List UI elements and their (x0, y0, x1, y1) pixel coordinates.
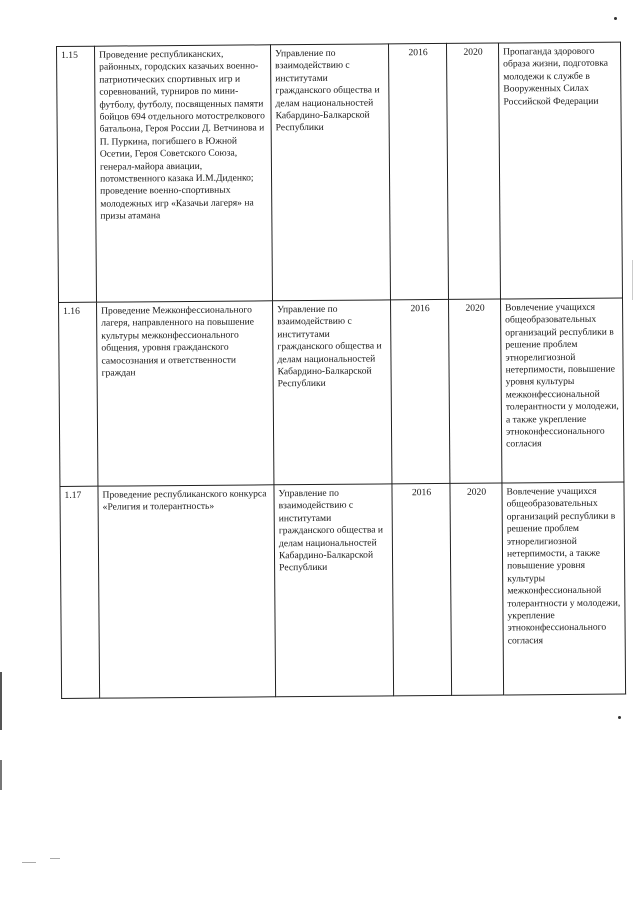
executor: Управление по взаимодействию с институтами гражданского общества и делам национальностей Кабардино-Балкарской Республики (270, 44, 390, 301)
table-row (60, 482, 626, 698)
scan-edge-mark (0, 672, 2, 730)
table-row (57, 42, 623, 302)
scan-speck (50, 858, 60, 859)
scan-edge-mark (0, 760, 2, 790)
row-number: 1.16 (59, 302, 98, 486)
end-year: 2020 (450, 483, 504, 695)
executor: Управление по взаимодействию с институтами гражданского общества и делам национальностей Кабардино-Балкарской Республики (273, 300, 392, 485)
start-year: 2016 (388, 43, 448, 299)
event-name: Проведение республиканского конкурса «Религия и толерантность» (98, 485, 276, 698)
measures-table (56, 42, 626, 699)
end-year: 2020 (446, 43, 500, 299)
executor: Управление по взаимодействию с институтами гражданского общества и делам национальностей Кабардино-Балкарской Республики (274, 484, 394, 697)
start-year: 2016 (392, 483, 452, 695)
end-year: 2020 (449, 299, 502, 483)
table-row (59, 298, 624, 486)
expected-result: Вовлечение учащихся общеобразовательных организаций республики в решение проблем этнорелигиозной нетерпимости, повышение уровня культуры межконфессиональной толерантности у молодежи, а также укрепление этноконфессионального согласия (501, 298, 624, 483)
start-year: 2016 (391, 299, 450, 483)
scan-edge-mark (632, 260, 633, 300)
row-number: 1.17 (60, 486, 100, 698)
expected-result: Вовлечение учащихся общеобразовательных организаций республики в решение проблем этнорелигиозной нетерпимости, а также повышение уровня культуры межконфессиональной толерантности у молодежи, укрепление этноконфессионального согласия (502, 482, 626, 695)
event-name: Проведение республиканских, районных, городских казачьих военно-патриотических спортивных игр и соревнований, турниров по мини-футболу, футболу, посвященных памяти бойцов 694 отдельного мотострелкового батальона, Героя России Д. Ветчинова и П. Пуркина, погибшего в Южной Осетии, Героя Советского Союза, генерал-майора авиации, потомственного казака И.М.Диденко; проведение военно-спортивных молодежных игр «Казачьи лагеря» на призы атамана (95, 45, 273, 302)
scan-speck (614, 17, 617, 20)
row-number: 1.15 (57, 46, 97, 302)
event-name: Проведение Межконфессионального лагеря, направленного на повышение культуры межконфессионального общения, уровня гражданского самосознания и ответственности граждан (97, 301, 274, 486)
expected-result: Пропаганда здорового образа жизни, подготовка молодежи к службе в Вооруженных Силах Российской Федерации (498, 42, 622, 299)
scan-speck (618, 716, 621, 719)
scan-speck (22, 862, 36, 863)
